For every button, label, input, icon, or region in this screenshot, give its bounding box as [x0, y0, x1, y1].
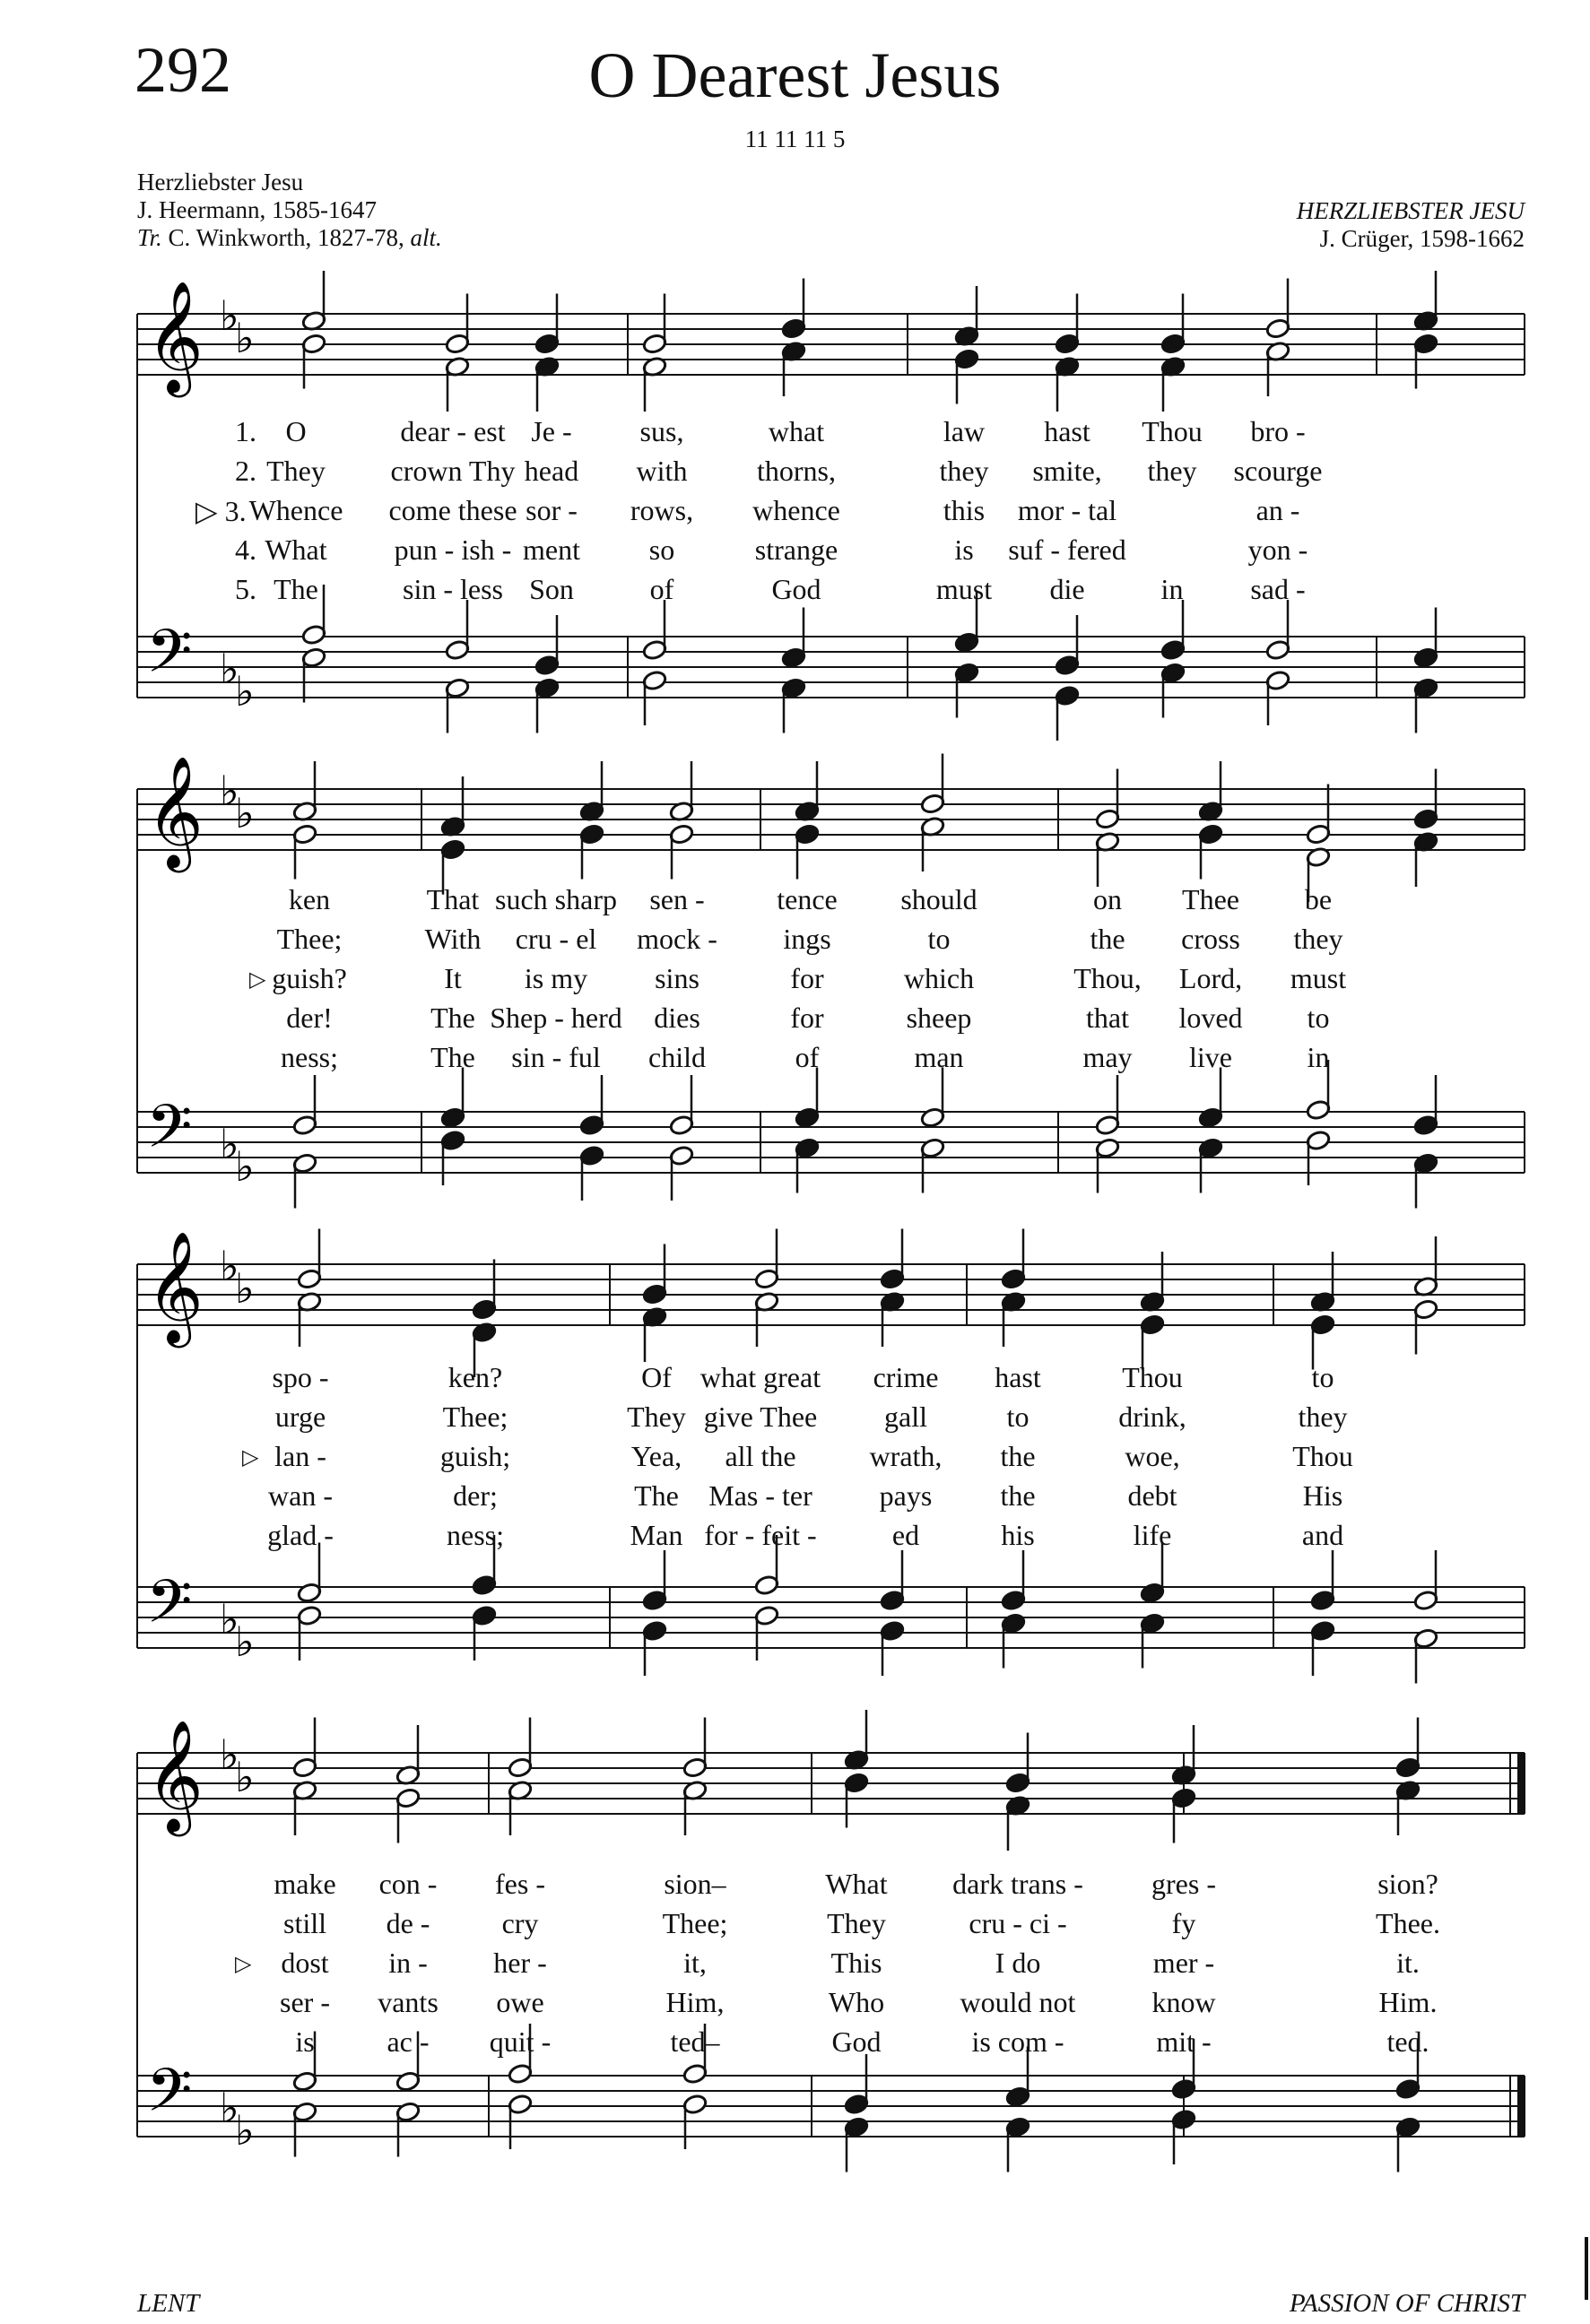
lyric-syllable: for: [790, 962, 824, 994]
lyric-syllable: drink,: [1118, 1400, 1186, 1433]
page-edge-mark: [1585, 2237, 1588, 2300]
lyric-syllable: urge: [274, 1400, 326, 1433]
lyric-syllable: come these: [388, 494, 517, 526]
lyric-syllable: Him.: [1378, 1986, 1438, 2018]
lyric-syllable: this: [943, 494, 986, 526]
lyric-syllable: sins: [655, 962, 699, 994]
verse-number: 1.: [235, 415, 256, 447]
original-title: Herzliebster Jesu: [137, 169, 304, 195]
lyric-syllable: it,: [683, 1947, 707, 1979]
lyric-syllable: Thou: [1122, 1361, 1183, 1393]
lyric-syllable: cru - el: [515, 923, 597, 955]
verse-number: 5.: [235, 573, 256, 605]
lyric-syllable: Thee: [1182, 883, 1239, 915]
lyric-syllable: ness;: [447, 1519, 504, 1551]
lyric-syllable: strange: [754, 533, 838, 566]
lyric-syllable: ted–: [670, 2025, 720, 2058]
lyric-syllable: loved: [1178, 1002, 1243, 1034]
lyric-syllable: O: [285, 415, 307, 447]
lyric-syllable: They: [266, 455, 326, 487]
lyric-syllable: child: [648, 1041, 706, 1073]
lyric-syllable: der!: [286, 1002, 333, 1034]
lyric-syllable: is my: [524, 962, 588, 994]
lyric-syllable: tence: [777, 883, 838, 915]
flat-key-signature-icon: ♭: [235, 1142, 255, 1191]
lyric-syllable: Who: [828, 1986, 885, 2018]
lyric-syllable: sheep: [906, 1002, 972, 1034]
lyric-syllable: Thou: [1142, 415, 1203, 447]
stanza-marker-icon: ▷: [249, 968, 266, 992]
lyric-syllable: ment: [523, 533, 580, 566]
lyric-syllable: and: [1301, 1519, 1344, 1551]
lyric-syllable: glad -: [267, 1519, 334, 1551]
lyric-syllable: ser -: [280, 1986, 330, 2018]
lyric-syllable: sin - less: [403, 573, 503, 605]
lyric-syllable: is: [295, 2025, 315, 2058]
lyric-syllable: owe: [496, 1986, 544, 2018]
lyric-syllable: de -: [386, 1907, 430, 1939]
lyric-syllable: fy: [1171, 1907, 1196, 1939]
lyric-syllable: make: [274, 1868, 336, 1900]
lyric-syllable: Thou,: [1073, 962, 1142, 994]
lyric-syllable: rows,: [630, 494, 694, 526]
lyric-syllable: whence: [752, 494, 840, 526]
lyric-syllable: of: [649, 573, 674, 605]
lyric-syllable: on: [1093, 883, 1122, 915]
lyric-syllable: hast: [1044, 415, 1090, 447]
flat-key-signature-icon: ♭: [235, 667, 255, 715]
lyric-syllable: her -: [493, 1947, 547, 1979]
lyric-syllable: sus,: [639, 415, 684, 447]
lyric-syllable: His: [1302, 1479, 1343, 1512]
lyric-syllable: they: [1298, 1400, 1348, 1433]
lyric-syllable: The: [430, 1002, 475, 1034]
lyric-syllable: fes -: [495, 1868, 545, 1900]
lyric-syllable: sen -: [649, 883, 705, 915]
lyric-syllable: ken: [288, 883, 331, 915]
lyric-syllable: for - feit -: [704, 1519, 817, 1551]
lyric-syllable: It: [444, 962, 462, 994]
lyric-syllable: ed: [891, 1519, 920, 1551]
lyric-syllable: to: [1311, 1361, 1334, 1393]
flat-key-signature-icon: ♭: [220, 1242, 239, 1290]
lyric-syllable: for: [790, 1002, 824, 1034]
lyric-syllable: which: [903, 962, 975, 994]
lyric-syllable: Whence: [248, 494, 343, 526]
lyric-syllable: Thee.: [1376, 1907, 1440, 1939]
lyric-syllable: pun - ish -: [394, 533, 512, 566]
lyric-syllable: of: [795, 1041, 820, 1073]
lyric-syllable: the: [1000, 1479, 1036, 1512]
lyric-syllable: to: [1307, 1002, 1330, 1034]
flat-key-signature-icon: ♭: [235, 314, 255, 362]
lyric-syllable: dark trans -: [952, 1868, 1083, 1900]
lyric-syllable: The: [430, 1041, 475, 1073]
lyric-syllable: sad -: [1250, 573, 1306, 605]
lyric-syllable: crime: [873, 1361, 939, 1393]
lyric-syllable: Thou: [1292, 1440, 1353, 1472]
lyric-syllable: they: [1147, 455, 1197, 487]
lyric-syllable: they: [939, 455, 989, 487]
lyric-syllable: is com -: [971, 2025, 1064, 2058]
lyric-syllable: that: [1086, 1002, 1129, 1034]
lyric-syllable: Mas - ter: [708, 1479, 812, 1512]
lyric-syllable: die: [1049, 573, 1085, 605]
lyric-syllable: ac -: [387, 2025, 430, 2058]
lyric-syllable: Lord,: [1178, 962, 1243, 994]
lyric-syllable: The: [274, 573, 318, 605]
translator-prefix: Tr.: [137, 224, 162, 251]
lyric-syllable: smite,: [1032, 455, 1102, 487]
lyric-syllable: an -: [1255, 494, 1300, 526]
lyric-syllable: what: [768, 415, 825, 447]
lyric-syllable: thorns,: [757, 455, 836, 487]
lyric-syllable: still: [282, 1907, 327, 1939]
lyric-syllable: man: [914, 1041, 964, 1073]
lyric-syllable: Shep - herd: [490, 1002, 622, 1034]
footer-topic: PASSION OF CHRIST: [1289, 2289, 1525, 2318]
lyric-syllable: Him,: [665, 1986, 725, 2018]
lyric-syllable: guish;: [439, 1440, 511, 1472]
treble-clef-icon: 𝄞: [146, 756, 204, 868]
lyric-syllable: That: [426, 883, 480, 915]
lyric-syllable: Son: [529, 573, 574, 605]
lyric-syllable: ings: [783, 923, 831, 955]
lyric-syllable: know: [1151, 1986, 1216, 2018]
treble-clef-icon: 𝄞: [146, 1720, 204, 1832]
flat-key-signature-icon: ♭: [235, 789, 255, 837]
tune-name: HERZLIEBSTER JESU: [1296, 197, 1525, 224]
lyric-syllable: cross: [1181, 923, 1240, 955]
lyric-syllable: quit -: [489, 2025, 552, 2058]
lyric-syllable: head: [524, 455, 579, 487]
lyric-syllable: yon -: [1247, 533, 1308, 566]
flat-key-signature-icon: ♭: [220, 1595, 239, 1643]
lyric-syllable: con -: [378, 1868, 438, 1900]
lyric-syllable: Thee;: [276, 923, 343, 955]
lyric-syllable: is: [954, 533, 974, 566]
lyric-syllable: sion?: [1377, 1868, 1438, 1900]
treble-clef-icon: 𝄞: [146, 281, 204, 393]
lyric-syllable: what great: [699, 1361, 821, 1393]
lyric-syllable: woe,: [1125, 1440, 1180, 1472]
lyric-syllable: God: [831, 2025, 882, 2058]
bass-clef-icon: 𝄢: [146, 1567, 193, 1651]
lyric-syllable: the: [1000, 1440, 1036, 1472]
lyric-syllable: Je -: [531, 415, 572, 447]
lyric-syllable: mer -: [1152, 1947, 1215, 1979]
author-credit: J. Heermann, 1585-1647: [137, 196, 377, 223]
flat-key-signature-icon: ♭: [220, 645, 239, 693]
lyric-syllable: crown Thy: [390, 455, 516, 487]
treble-clef-icon: 𝄞: [146, 1231, 204, 1343]
lyric-syllable: The: [634, 1479, 679, 1512]
lyric-syllable: in -: [388, 1947, 428, 1979]
lyric-syllable: wan -: [268, 1479, 333, 1512]
lyric-syllable: With: [424, 923, 482, 955]
lyric-syllable: gall: [884, 1400, 927, 1433]
lyric-syllable: his: [1001, 1519, 1035, 1551]
lyric-syllable: suf - fered: [1008, 533, 1126, 566]
lyric-syllable: dost: [281, 1947, 329, 1979]
lyric-syllable: Man: [630, 1519, 683, 1551]
bass-clef-icon: 𝄢: [146, 617, 193, 700]
lyric-syllable: gres -: [1151, 1868, 1216, 1900]
lyric-syllable: to: [1006, 1400, 1030, 1433]
lyric-syllable: pays: [879, 1479, 933, 1512]
lyric-syllable: such sharp: [495, 883, 617, 915]
lyric-syllable: I do: [995, 1947, 1041, 1979]
lyric-syllable: should: [900, 883, 977, 915]
verse-number: 4.: [235, 533, 256, 566]
translator-name: C. Winkworth, 1827-78,: [168, 224, 404, 251]
lyric-syllable: mit -: [1156, 2025, 1212, 2058]
flat-key-signature-icon: ♭: [220, 767, 239, 815]
lyric-syllable: scourge: [1233, 455, 1323, 487]
lyric-syllable: They: [627, 1400, 686, 1433]
translator-suffix: alt.: [410, 224, 442, 251]
lyric-syllable: all the: [725, 1440, 796, 1472]
lyric-syllable: hast: [995, 1361, 1041, 1393]
final-barline: [1517, 1753, 1525, 1814]
lyric-syllable: ken?: [447, 1361, 503, 1393]
lyric-syllable: cru - ci -: [969, 1907, 1067, 1939]
verse-number: ▷ 3.: [195, 495, 247, 527]
lyric-syllable: law: [943, 415, 986, 447]
flat-key-signature-icon: ♭: [220, 1120, 239, 1168]
lyric-syllable: What: [825, 1868, 888, 1900]
bass-clef-icon: 𝄢: [146, 1092, 193, 1175]
lyric-syllable: Of: [641, 1361, 672, 1393]
lyric-syllable: it.: [1396, 1947, 1420, 1979]
lyric-syllable: sin - ful: [511, 1041, 601, 1073]
flat-key-signature-icon: ♭: [220, 2084, 239, 2132]
lyric-syllable: in: [1307, 1041, 1330, 1073]
lyric-syllable: vants: [378, 1986, 439, 2018]
lyric-syllable: debt: [1127, 1479, 1177, 1512]
lyric-syllable: They: [827, 1907, 886, 1939]
lyric-syllable: dies: [654, 1002, 700, 1034]
composer-credit: J. Crüger, 1598-1662: [1319, 225, 1525, 252]
lyric-syllable: live: [1189, 1041, 1232, 1073]
lyric-syllable: dear - est: [400, 415, 506, 447]
lyric-syllable: sor -: [526, 494, 578, 526]
lyric-syllable: must: [1290, 962, 1347, 994]
lyric-syllable: mock -: [637, 923, 717, 955]
lyric-syllable: in: [1160, 573, 1184, 605]
lyric-syllable: give Thee: [703, 1400, 818, 1433]
stanza-marker-icon: ▷: [242, 1446, 259, 1470]
lyric-syllable: Thee;: [442, 1400, 508, 1433]
lyric-syllable: cry: [501, 1907, 539, 1939]
lyric-syllable: lan -: [274, 1440, 326, 1472]
final-barline: [1517, 2076, 1525, 2137]
lyric-syllable: sion–: [664, 1868, 726, 1900]
verse-number: 2.: [235, 455, 256, 487]
lyric-syllable: be: [1304, 883, 1333, 915]
lyric-syllable: ted.: [1386, 2025, 1429, 2058]
lyric-syllable: God: [771, 573, 821, 605]
lyric-syllable: so: [648, 533, 675, 566]
flat-key-signature-icon: ♭: [220, 1730, 239, 1779]
flat-key-signature-icon: ♭: [235, 1264, 255, 1313]
bass-clef-icon: 𝄢: [146, 2056, 193, 2139]
lyric-syllable: with: [636, 455, 688, 487]
flat-key-signature-icon: ♭: [235, 1617, 255, 1666]
lyric-syllable: the: [1090, 923, 1125, 955]
lyric-syllable: they: [1293, 923, 1343, 955]
flat-key-signature-icon: ♭: [235, 1753, 255, 1801]
lyric-syllable: der;: [453, 1479, 498, 1512]
flat-key-signature-icon: ♭: [235, 2106, 255, 2155]
lyric-syllable: spo -: [272, 1361, 329, 1393]
footer-season: LENT: [137, 2289, 200, 2318]
lyric-syllable: wrath,: [869, 1440, 943, 1472]
lyric-syllable: to: [927, 923, 951, 955]
lyric-syllable: Thee;: [662, 1907, 728, 1939]
lyric-syllable: must: [935, 573, 993, 605]
lyric-syllable: bro -: [1250, 415, 1306, 447]
lyric-syllable: life: [1133, 1519, 1172, 1551]
lyric-syllable: may: [1082, 1041, 1133, 1073]
lyric-syllable: What: [265, 533, 327, 566]
lyric-syllable: guish?: [272, 962, 347, 994]
lyric-syllable: ness;: [281, 1041, 338, 1073]
hymn-meter: 11 11 11 5: [744, 126, 846, 152]
hymn-title: O Dearest Jesus: [588, 39, 1002, 111]
lyric-syllable: This: [830, 1947, 882, 1979]
lyric-syllable: Yea,: [630, 1440, 682, 1472]
lyric-syllable: would not: [960, 1986, 1076, 2018]
stanza-marker-icon: ▷: [235, 1953, 252, 1976]
lyric-syllable: mor - tal: [1017, 494, 1117, 526]
flat-key-signature-icon: ♭: [220, 291, 239, 340]
hymn-number: 292: [135, 34, 231, 106]
